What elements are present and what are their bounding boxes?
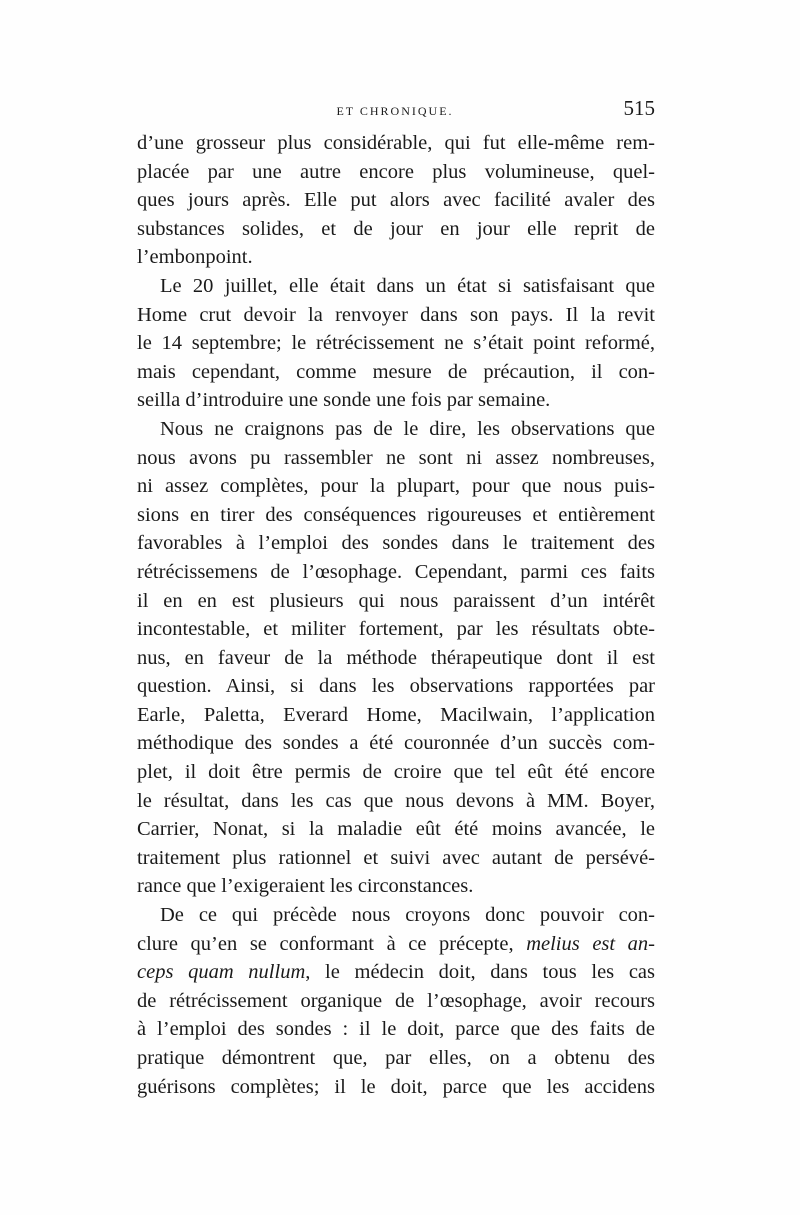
text-line: favorables à l’emploi des sondes dans le traitement des <box>137 532 655 555</box>
text-line: incontestable, et militer fortement, par les résultats obte- <box>137 618 655 641</box>
running-head-title: ET CHRONIQUE. <box>336 104 454 118</box>
text-line: Carrier, Nonat, si la maladie eût été moins avancée, le <box>137 818 655 841</box>
text-line: plet, il doit être permis de croire que tel eût été encore <box>137 761 655 784</box>
running-head <box>135 94 655 124</box>
text-line: ques jours après. Elle put alors avec facilité avaler des <box>137 189 655 212</box>
text-line: l’embonpoint. <box>137 246 253 269</box>
text-line: rétrécissemens de l’œsophage. Cependant, parmi ces faits <box>137 560 655 583</box>
text-line: Nous ne craignons pas de le dire, les observations que <box>160 417 655 440</box>
text-line: méthodique des sondes a été couronnée d’un succès com- <box>137 732 655 755</box>
text-line: nous avons pu rassembler ne sont ni assez nombreuses, <box>137 446 655 469</box>
text-line: mais cependant, comme mesure de précaution, il con- <box>137 360 655 383</box>
text-line-with-italic <box>137 958 655 987</box>
text-line: sions en tirer des conséquences rigoureuses et entièrement <box>137 503 655 526</box>
text-line: pratique démontrent que, par elles, on a obtenu des <box>137 1047 655 1069</box>
text-line: nus, en faveur de la méthode thérapeutique dont il est <box>137 646 655 669</box>
text-line: ni assez complètes, pour la plupart, pour que nous puis- <box>137 475 655 498</box>
text-line: à l’emploi des sondes : il le doit, parce que des faits de <box>137 1018 655 1041</box>
body-text <box>137 129 655 1101</box>
text-line: Le 20 juillet, elle était dans un état si satisfaisant que <box>160 274 655 297</box>
text-line: Home crut devoir la renvoyer dans son pays. Il la revit <box>137 303 655 326</box>
text-line: de rétrécissement organique de l’œsophage, avoir recours <box>137 989 655 1012</box>
text-segment: , le médecin doit, dans tous les cas <box>305 961 655 984</box>
text-line: d’une grosseur plus considérable, qui fut elle-même rem- <box>137 132 655 154</box>
text-line: rance que l’exigeraient les circonstances. <box>137 875 474 898</box>
latin-phrase: melius est an- <box>526 932 656 955</box>
text-segment: clure qu’en se conformant à ce précepte, <box>137 932 514 955</box>
text-line: seilla d’introduire une sonde une fois par semaine. <box>137 389 551 412</box>
text-line: le résultat, dans les cas que nous devons à MM. Boyer, <box>137 789 655 812</box>
page-number: 515 <box>623 96 655 120</box>
text-line: placée par une autre encore plus volumineuse, quel- <box>137 160 655 183</box>
text-line: De ce qui précède nous croyons donc pouvoir con- <box>160 904 655 927</box>
text-line-with-italic <box>137 930 655 959</box>
text-line: le 14 septembre; le rétrécissement ne s’était point reformé, <box>137 332 655 355</box>
text-line: il en en est plusieurs qui nous paraissent d’un intérêt <box>137 589 655 612</box>
text-line: Earle, Paletta, Everard Home, Macilwain, l’application <box>137 703 655 726</box>
text-line: guérisons complètes; il le doit, parce que les accidens <box>137 1075 655 1098</box>
latin-phrase: ceps quam nullum <box>137 961 306 984</box>
text-line: traitement plus rationnel et suivi avec autant de persévé- <box>137 846 655 869</box>
text-line: question. Ainsi, si dans les observations rapportées par <box>137 675 655 698</box>
text-line: substances solides, et de jour en jour elle reprit de <box>137 217 655 240</box>
